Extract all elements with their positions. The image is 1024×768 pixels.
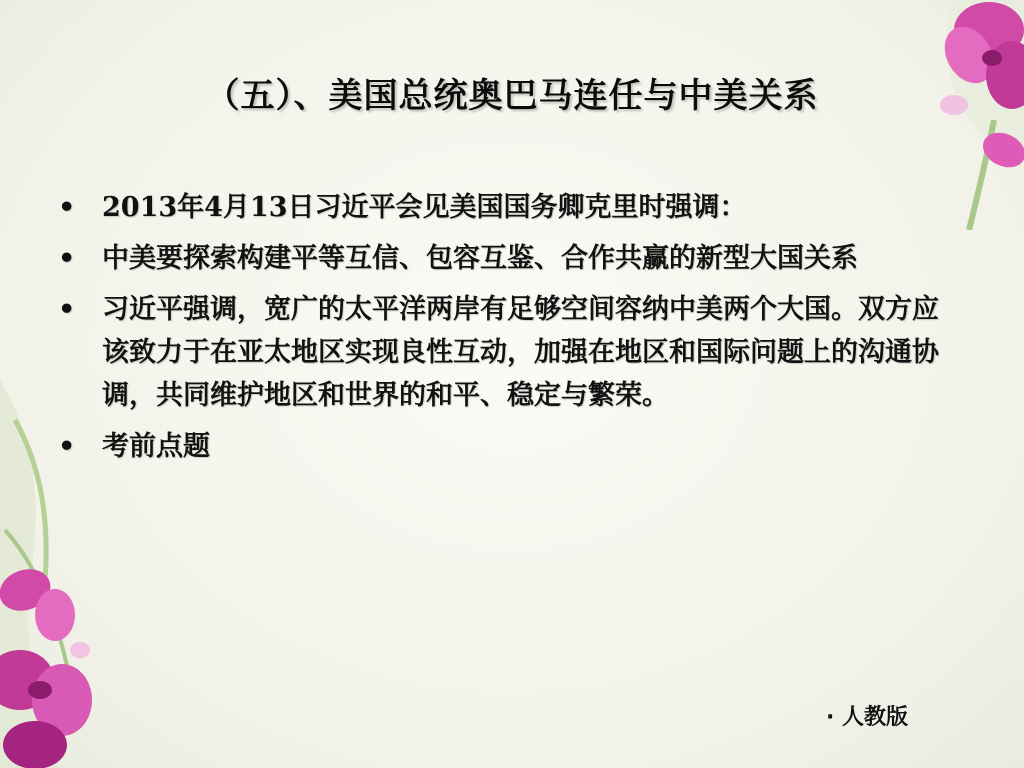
bullet-text: 2013年4月13日习近平会见美国国务卿克里时强调： xyxy=(102,192,747,223)
bullet-item xyxy=(56,186,956,229)
bullet-marker: • xyxy=(58,192,76,223)
bullet-item xyxy=(56,237,956,280)
bullet-item xyxy=(56,425,956,468)
bullet-marker: • xyxy=(58,243,76,274)
publisher-footer: · 人教版 xyxy=(825,705,908,730)
bullet-marker: • xyxy=(58,294,76,325)
bullet-text: 习近平强调，宽广的太平洋两岸有足够空间容纳中美两个大国。双方应该致力于在亚太地区实现良性互动，加强在地区和国际问题上的沟通协调，共同维护地区和世界的和平、稳定与繁荣。 xyxy=(102,294,939,411)
bullet-text: 考前点题 xyxy=(102,431,210,462)
bullet-marker: • xyxy=(58,431,76,462)
bullet-text: 中美要探索构建平等互信、包容互鉴、合作共赢的新型大国关系 xyxy=(102,243,858,274)
bullet-item xyxy=(56,288,956,417)
bullet-list xyxy=(56,186,956,476)
slide-title: （五）、美国总统奥巴马连任与中美关系 xyxy=(205,76,819,116)
